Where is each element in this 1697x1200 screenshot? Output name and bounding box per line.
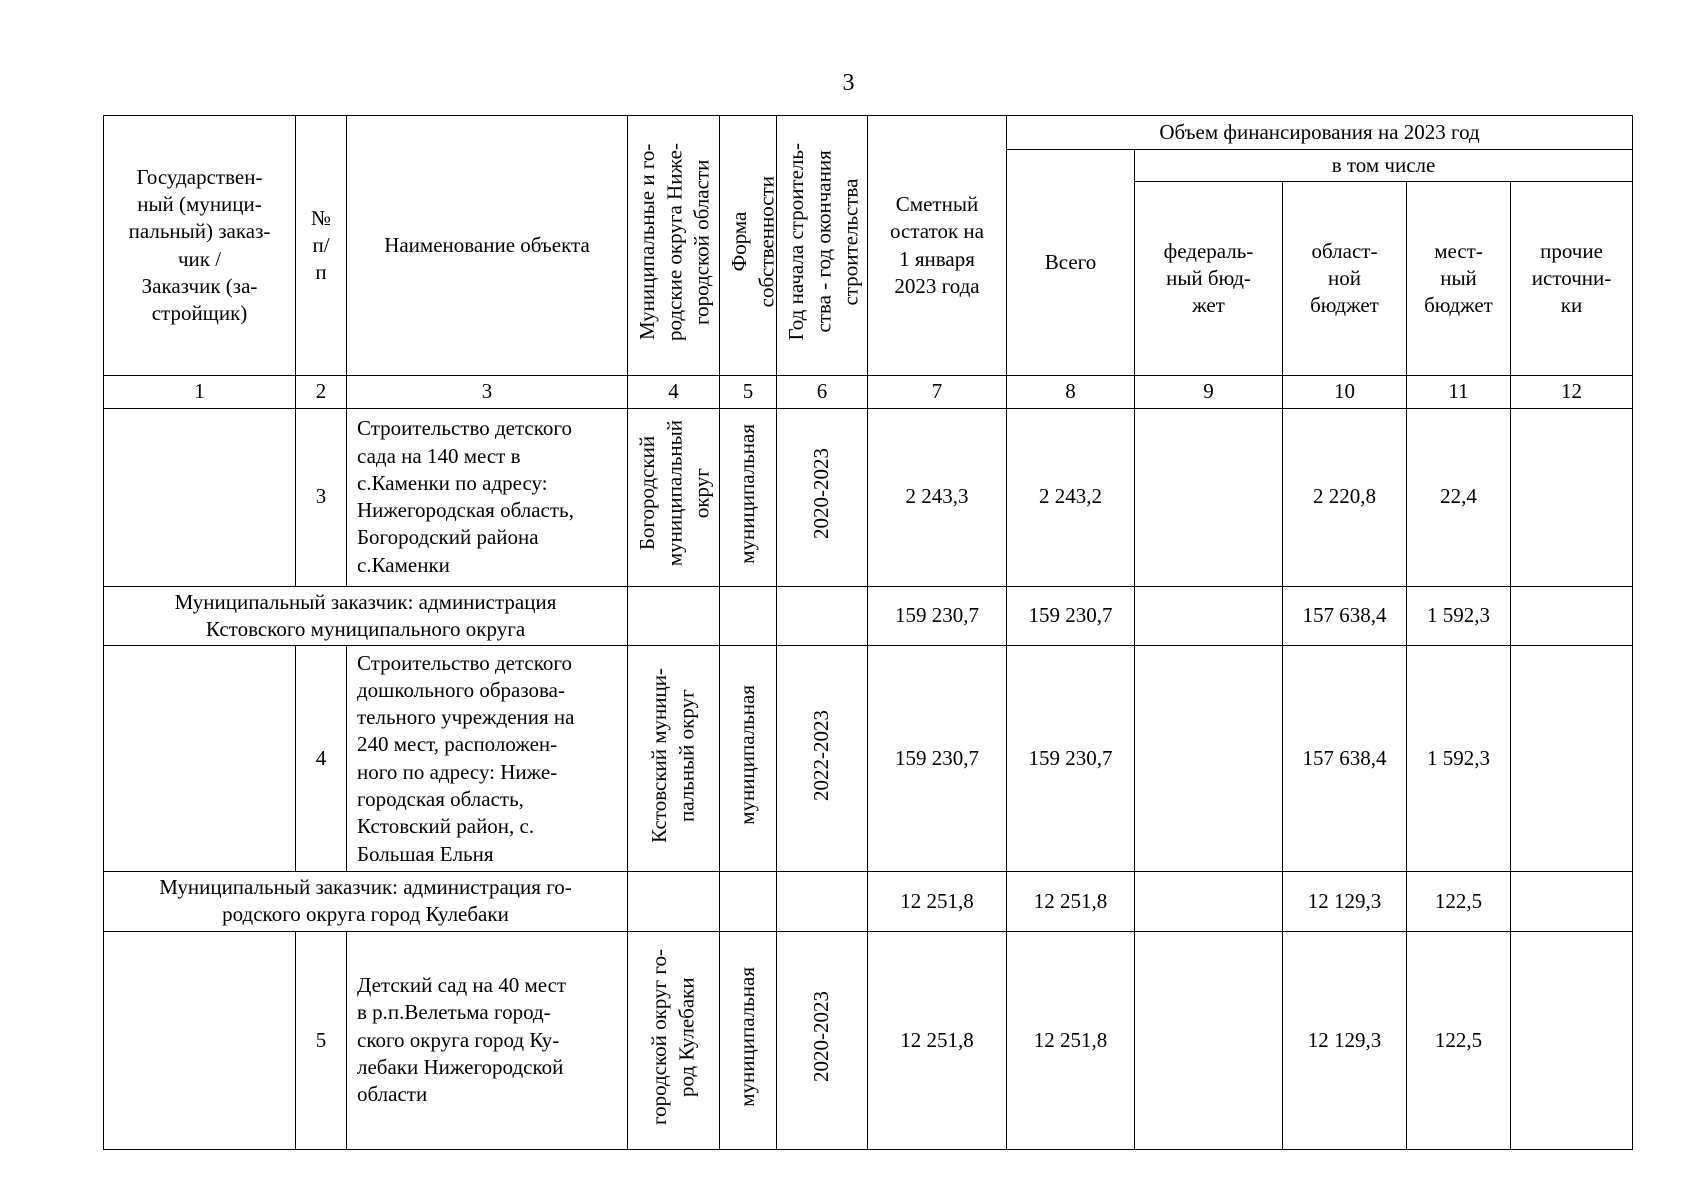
header-object-name: Наименование объекта bbox=[347, 116, 628, 376]
header-number: № п/ п bbox=[296, 116, 347, 376]
estimate-cell: 2 243,3 bbox=[868, 408, 1007, 586]
column-number: 12 bbox=[1511, 376, 1633, 408]
local-cell: 1 592,3 bbox=[1407, 586, 1511, 646]
local-cell: 122,5 bbox=[1407, 872, 1511, 932]
total-cell: 2 243,2 bbox=[1007, 408, 1135, 586]
row-number: 4 bbox=[296, 646, 347, 872]
object-row bbox=[104, 646, 1633, 872]
customer-cell bbox=[104, 408, 296, 586]
header-local: мест- ный бюджет bbox=[1407, 182, 1511, 376]
ownership-cell bbox=[720, 872, 777, 932]
other-cell bbox=[1511, 646, 1633, 872]
other-cell bbox=[1511, 931, 1633, 1149]
regional-cell: 2 220,8 bbox=[1283, 408, 1407, 586]
header-years: Год начала строитель- ства - год окончания строительства bbox=[777, 116, 868, 376]
total-cell: 159 230,7 bbox=[1007, 586, 1135, 646]
header-regional: област- ной бюджет bbox=[1283, 182, 1407, 376]
header-including: в том числе bbox=[1135, 150, 1633, 182]
page-number: 3 bbox=[842, 70, 855, 96]
ownership-cell: муниципальная bbox=[720, 408, 777, 586]
federal-cell bbox=[1135, 408, 1283, 586]
estimate-cell: 12 251,8 bbox=[868, 872, 1007, 932]
column-number: 1 bbox=[104, 376, 296, 408]
column-number: 10 bbox=[1283, 376, 1407, 408]
row-number: 5 bbox=[296, 931, 347, 1149]
regional-cell: 12 129,3 bbox=[1283, 931, 1407, 1149]
estimate-cell: 159 230,7 bbox=[868, 586, 1007, 646]
column-number: 4 bbox=[628, 376, 720, 408]
customer-name: Муниципальный заказчик: администрация Кстовского муниципального округа bbox=[104, 586, 628, 646]
years-cell bbox=[777, 872, 868, 932]
object-row bbox=[104, 408, 1633, 586]
object-name: Детский сад на 40 мест в р.п.Велетьма город- ского округа город Ку- лебаки Нижегородской области bbox=[347, 931, 628, 1149]
regional-cell: 12 129,3 bbox=[1283, 872, 1407, 932]
regional-cell: 157 638,4 bbox=[1283, 586, 1407, 646]
other-cell bbox=[1511, 586, 1633, 646]
local-cell: 122,5 bbox=[1407, 931, 1511, 1149]
other-cell bbox=[1511, 872, 1633, 932]
estimate-cell: 12 251,8 bbox=[868, 931, 1007, 1149]
header-total: Всего bbox=[1007, 150, 1135, 376]
column-number: 11 bbox=[1407, 376, 1511, 408]
customer-name: Муниципальный заказчик: администрация го- родского округа город Кулебаки bbox=[104, 872, 628, 932]
row-number: 3 bbox=[296, 408, 347, 586]
estimate-cell: 159 230,7 bbox=[868, 646, 1007, 872]
district-cell bbox=[628, 586, 720, 646]
header-ownership: Форма собственности bbox=[720, 116, 777, 376]
local-cell: 1 592,3 bbox=[1407, 646, 1511, 872]
other-cell bbox=[1511, 408, 1633, 586]
federal-cell bbox=[1135, 586, 1283, 646]
header-estimate: Сметный остаток на 1 января 2023 года bbox=[868, 116, 1007, 376]
header-other: прочие источни- ки bbox=[1511, 182, 1633, 376]
total-cell: 12 251,8 bbox=[1007, 872, 1135, 932]
customer-cell bbox=[104, 646, 296, 872]
total-cell: 12 251,8 bbox=[1007, 931, 1135, 1149]
years-cell: 2022-2023 bbox=[777, 646, 868, 872]
financing-table bbox=[103, 115, 1633, 1150]
column-number-row bbox=[104, 376, 1633, 408]
ownership-cell: муниципальная bbox=[720, 646, 777, 872]
years-cell: 2020-2023 bbox=[777, 931, 868, 1149]
district-cell: Кстовский муници- пальный округ bbox=[628, 646, 720, 872]
column-number: 9 bbox=[1135, 376, 1283, 408]
object-name: Строительство детского сада на 140 мест в с.Каменки по адресу: Нижегородская область, Богородский района с.Каменки bbox=[347, 408, 628, 586]
customer-row bbox=[104, 586, 1633, 646]
object-row bbox=[104, 931, 1633, 1149]
customer-cell bbox=[104, 931, 296, 1149]
federal-cell bbox=[1135, 931, 1283, 1149]
years-cell bbox=[777, 586, 868, 646]
object-name: Строительство детского дошкольного образова- тельного учреждения на 240 мест, расположен- ного по адресу: Ниже- городская область, Кстовский район, с. Большая Ельня bbox=[347, 646, 628, 872]
column-number: 7 bbox=[868, 376, 1007, 408]
years-cell: 2020-2023 bbox=[777, 408, 868, 586]
customer-row bbox=[104, 872, 1633, 932]
header-district: Муниципальные и го- родские округа Ниже- городской области bbox=[628, 116, 720, 376]
column-number: 3 bbox=[347, 376, 628, 408]
header-funding-group: Объем финансирования на 2023 год bbox=[1007, 116, 1633, 150]
column-number: 2 bbox=[296, 376, 347, 408]
federal-cell bbox=[1135, 872, 1283, 932]
regional-cell: 157 638,4 bbox=[1283, 646, 1407, 872]
district-cell: городской округ го- род Кулебаки bbox=[628, 931, 720, 1149]
ownership-cell bbox=[720, 586, 777, 646]
district-cell: Богородский муниципальный округ bbox=[628, 408, 720, 586]
district-cell bbox=[628, 872, 720, 932]
total-cell: 159 230,7 bbox=[1007, 646, 1135, 872]
federal-cell bbox=[1135, 646, 1283, 872]
column-number: 5 bbox=[720, 376, 777, 408]
column-number: 6 bbox=[777, 376, 868, 408]
ownership-cell: муниципальная bbox=[720, 931, 777, 1149]
column-number: 8 bbox=[1007, 376, 1135, 408]
header-customer: Государствен- ный (муници- пальный) заказ- чик / Заказчик (за- стройщик) bbox=[104, 116, 296, 376]
local-cell: 22,4 bbox=[1407, 408, 1511, 586]
header-federal: федераль- ный бюд- жет bbox=[1135, 182, 1283, 376]
